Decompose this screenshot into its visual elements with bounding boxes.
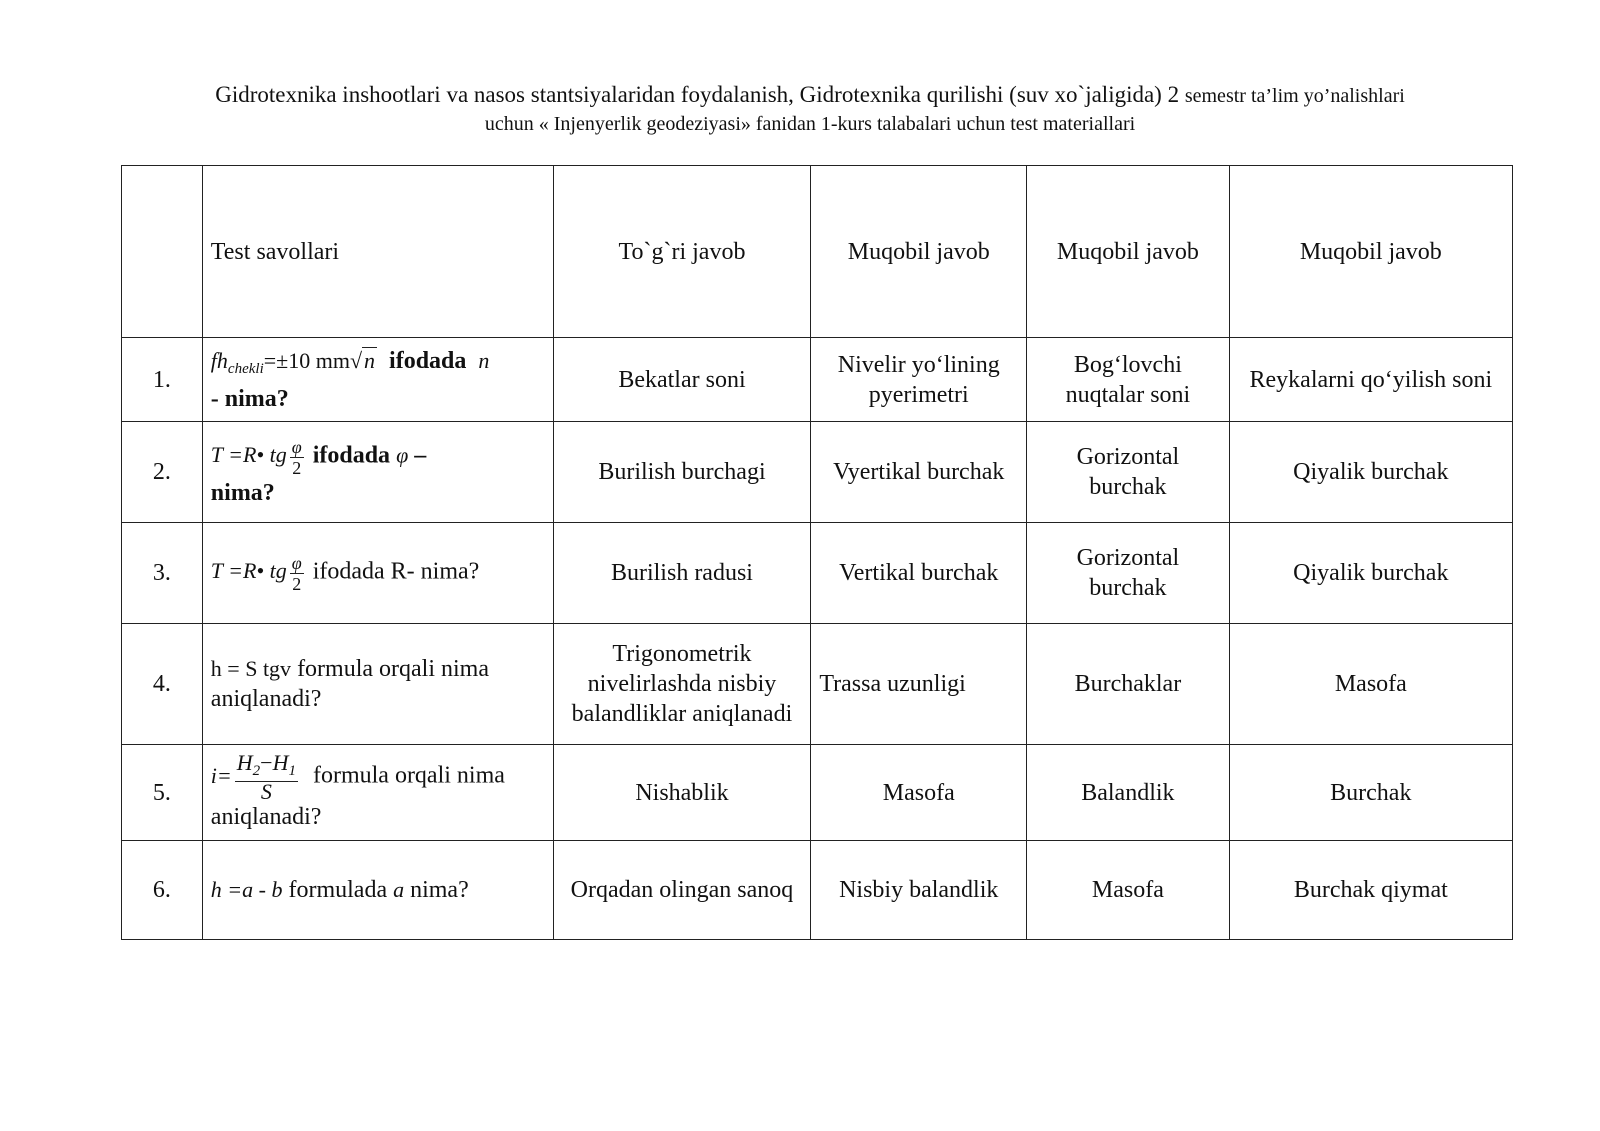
row-number: 4. bbox=[122, 624, 203, 745]
dash: – bbox=[414, 442, 427, 469]
question-text: formula orqali nima aniqlanadi? bbox=[210, 656, 490, 712]
header-line-2: uchun « Injenyerlik geodeziyasi» fanidan 1-kurs talabalari uchun test materiallari bbox=[484, 113, 1136, 135]
question-text: ifodada bbox=[389, 347, 467, 374]
question-cell bbox=[202, 745, 553, 841]
variable: φ bbox=[396, 442, 409, 468]
question-cell bbox=[202, 841, 553, 940]
table-header-row bbox=[122, 166, 1513, 338]
header-line-1-small: semestr ta’lim yo’nalishlari bbox=[1184, 85, 1405, 107]
header-alt-3: Muqobil javob bbox=[1229, 166, 1512, 338]
formula: i= $\frac{H_2-H_1}{S}$ bbox=[210, 750, 296, 804]
formula: h = S tgv bbox=[210, 656, 292, 681]
question-cell bbox=[202, 624, 553, 745]
table-row bbox=[122, 422, 1513, 523]
alt-answer-2: Burchaklar bbox=[1027, 624, 1230, 745]
correct-answer: Trigonometrik nivelirlashda nisbiy balandliklar aniqlanadi bbox=[553, 624, 811, 745]
formula: T =R• tg $\frac{\varphi}{2}$ bbox=[210, 552, 302, 594]
alt-answer-3: Burchak qiymat bbox=[1229, 841, 1512, 940]
question-cell bbox=[202, 422, 553, 523]
variable: n bbox=[478, 347, 490, 373]
alt-answer-3: Qiyalik burchak bbox=[1229, 422, 1512, 523]
alt-answer-2: Bog‘lovchi nuqtalar soni bbox=[1027, 338, 1230, 422]
table-row bbox=[122, 523, 1513, 624]
row-number: 2. bbox=[122, 422, 203, 523]
question-text-2: - nima? bbox=[210, 385, 289, 412]
row-number: 5. bbox=[122, 745, 203, 841]
correct-answer: Orqadan olingan sanoq bbox=[553, 841, 811, 940]
row-number: 6. bbox=[122, 841, 203, 940]
question-cell bbox=[202, 338, 553, 422]
question-text: formula orqali nima aniqlanadi? bbox=[210, 762, 505, 830]
question-text-2: nima? bbox=[410, 877, 469, 903]
test-table bbox=[121, 165, 1513, 940]
formula: $fh_{chekli}=\pm 10$ mm√n bbox=[210, 347, 376, 377]
alt-answer-1: Nivelir yo‘lining pyerimetri bbox=[811, 338, 1027, 422]
alt-answer-1: Vyertikal burchak bbox=[811, 422, 1027, 523]
alt-answer-3: Burchak bbox=[1229, 745, 1512, 841]
alt-answer-2: Gorizontal burchak bbox=[1027, 422, 1230, 523]
header-line-1-main: Gidrotexnika inshootlari va nasos stantsiyalaridan foydalanish, Gidrotexnika qurilishi (suv xo`jaligida) 2 bbox=[215, 82, 1180, 107]
correct-answer: Nishablik bbox=[553, 745, 811, 841]
question-text: ifodada bbox=[312, 442, 391, 469]
header-alt-2: Muqobil javob bbox=[1027, 166, 1230, 338]
alt-answer-2: Masofa bbox=[1027, 841, 1230, 940]
table-row bbox=[122, 745, 1513, 841]
alt-answer-1: Vertikal burchak bbox=[811, 523, 1027, 624]
question-text: formulada bbox=[288, 877, 388, 903]
alt-answer-2: Balandlik bbox=[1027, 745, 1230, 841]
table-row bbox=[122, 624, 1513, 745]
formula: T =R• tg $\frac{\varphi}{2}$ bbox=[210, 436, 302, 478]
document-header bbox=[100, 80, 1520, 137]
question-cell bbox=[202, 523, 553, 624]
correct-answer: Burilish burchagi bbox=[553, 422, 811, 523]
question-text: ifodada R- nima? bbox=[312, 558, 480, 585]
correct-answer: Bekatlar soni bbox=[553, 338, 811, 422]
variable: a bbox=[393, 877, 405, 902]
alt-answer-2: Gorizontal burchak bbox=[1027, 523, 1230, 624]
question-text-2: nima? bbox=[210, 479, 275, 506]
formula: h =a - b bbox=[210, 877, 283, 902]
alt-answer-3: Masofa bbox=[1229, 624, 1512, 745]
alt-answer-1: Trassa uzunligi bbox=[811, 624, 1027, 745]
header-line-1 bbox=[100, 80, 1520, 111]
alt-answer-1: Nisbiy balandlik bbox=[811, 841, 1027, 940]
alt-answer-3: Reykalarni qo‘yilish soni bbox=[1229, 338, 1512, 422]
row-number: 1. bbox=[122, 338, 203, 422]
header-alt-1: Muqobil javob bbox=[811, 166, 1027, 338]
header-correct: To`g`ri javob bbox=[553, 166, 811, 338]
alt-answer-1: Masofa bbox=[811, 745, 1027, 841]
header-question: Test savollari bbox=[202, 166, 553, 338]
table-row bbox=[122, 338, 1513, 422]
table-row bbox=[122, 841, 1513, 940]
alt-answer-3: Qiyalik burchak bbox=[1229, 523, 1512, 624]
correct-answer: Burilish radusi bbox=[553, 523, 811, 624]
row-number: 3. bbox=[122, 523, 203, 624]
header-num-cell bbox=[122, 166, 203, 338]
